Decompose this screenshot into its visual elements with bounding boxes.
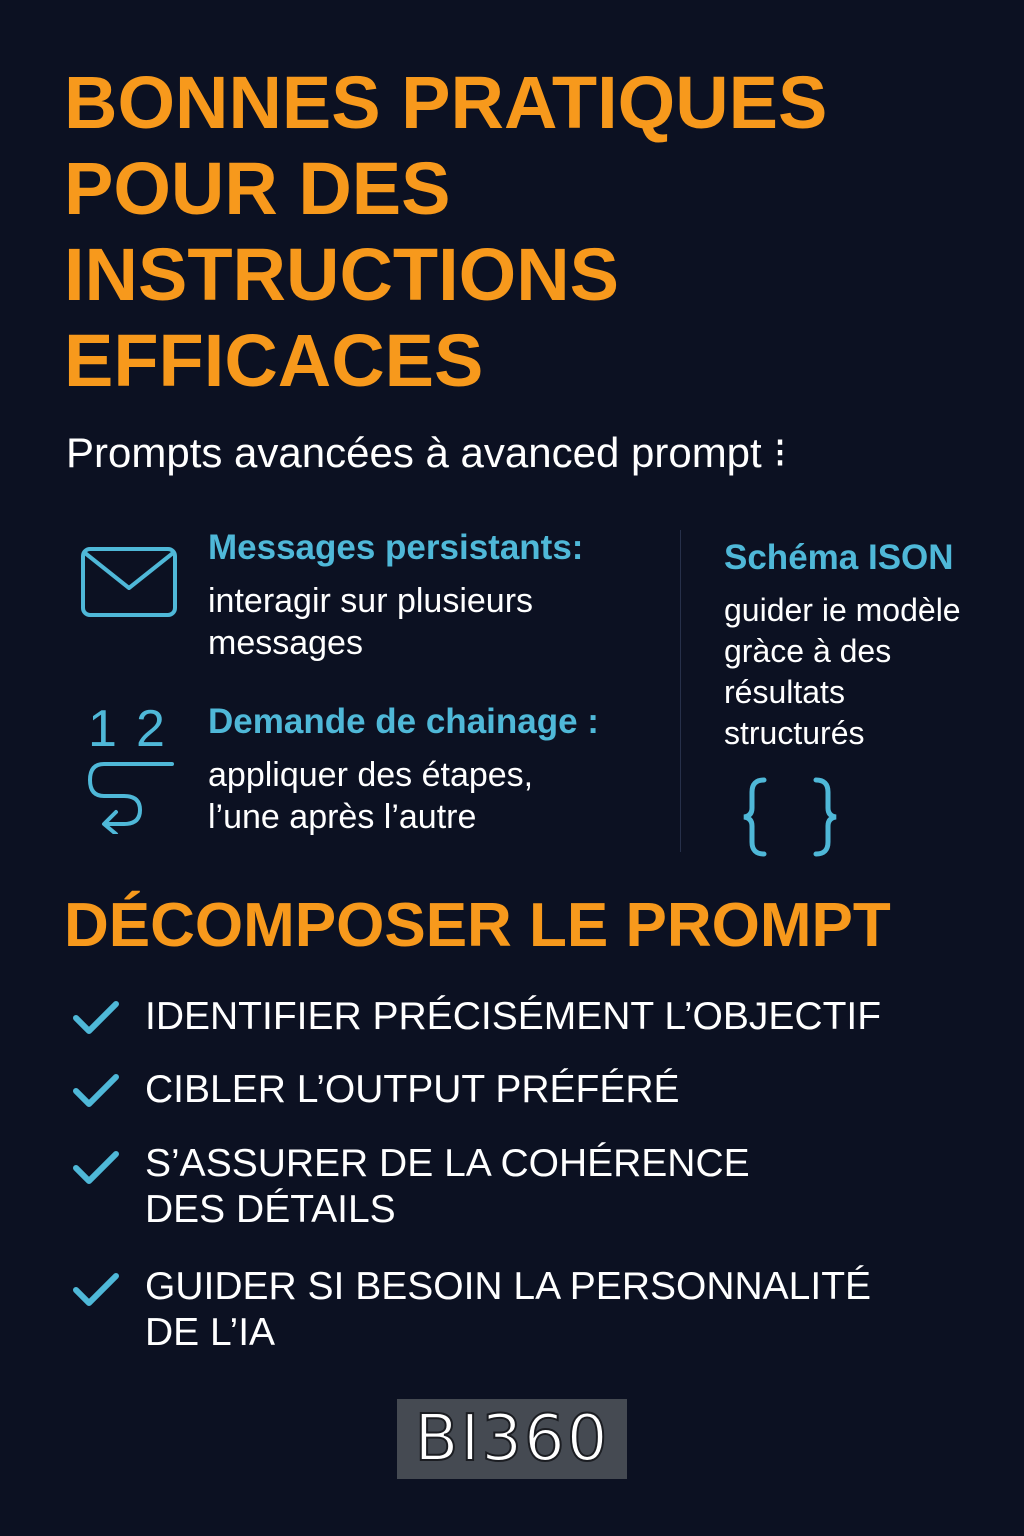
json-schema-desc xyxy=(724,590,961,754)
feature-desc-line: l’une après l’autre xyxy=(208,798,477,836)
title-line: EFFICACES xyxy=(64,319,484,402)
check-icon xyxy=(72,1150,120,1186)
checklist-item xyxy=(145,1067,680,1113)
checklist-item-line: IDENTIFIER PRÉCISÉMENT L’OBJECTIF xyxy=(145,995,882,1038)
svg-text:1: 1 xyxy=(88,700,117,758)
title-line: INSTRUCTIONS xyxy=(64,233,619,316)
feature-heading-chainage: Demande de chainage : xyxy=(208,702,599,741)
brand-logo xyxy=(397,1399,627,1479)
check-icon xyxy=(72,1073,120,1109)
json-desc-line: structurés xyxy=(724,715,865,751)
feature-desc-messages xyxy=(208,580,533,664)
checklist-item-line: DE L’IA xyxy=(145,1311,276,1354)
feature-desc-chainage xyxy=(208,754,533,838)
feature-desc-line: appliquer des étapes, xyxy=(208,756,534,794)
feature-heading-messages: Messages persistants: xyxy=(208,528,584,567)
feature-desc-line: interagir sur plusieurs xyxy=(208,582,534,620)
section-title: DÉCOMPOSER LE PROMPT xyxy=(64,891,891,960)
checklist-item xyxy=(145,994,881,1040)
checklist-item-line: GUIDER SI BESOIN LA PERSONNALITÉ xyxy=(145,1265,872,1308)
checklist-item xyxy=(145,1141,750,1233)
title-line: BONNES PRATIQUES xyxy=(64,61,828,144)
envelope-icon xyxy=(80,546,178,618)
json-schema-heading: Schéma ISON xyxy=(724,538,954,577)
check-icon xyxy=(72,1000,120,1036)
page-title xyxy=(64,60,964,404)
chain-steps-icon xyxy=(84,700,176,834)
curly-braces-icon xyxy=(740,776,840,858)
checklist-item-line: CIBLER L’OUTPUT PRÉFÉRÉ xyxy=(145,1068,680,1111)
json-desc-line: guider ie modèle xyxy=(724,592,961,628)
subtitle: Prompts avancées à avanced prompt ⁝ xyxy=(66,429,787,476)
column-divider xyxy=(680,530,681,852)
check-icon xyxy=(72,1272,120,1308)
json-desc-line: résultats xyxy=(724,674,845,710)
title-line: POUR DES xyxy=(64,147,451,230)
checklist-item-line: DES DÉTAILS xyxy=(145,1188,396,1231)
logo-text: BI360 xyxy=(414,1402,610,1476)
feature-desc-line: messages xyxy=(208,624,363,662)
checklist-item xyxy=(145,1264,871,1356)
checklist-item-line: S’ASSURER DE LA COHÉRENCE xyxy=(145,1142,750,1185)
json-desc-line: gràce à des xyxy=(724,633,892,669)
svg-text:2: 2 xyxy=(136,700,165,758)
